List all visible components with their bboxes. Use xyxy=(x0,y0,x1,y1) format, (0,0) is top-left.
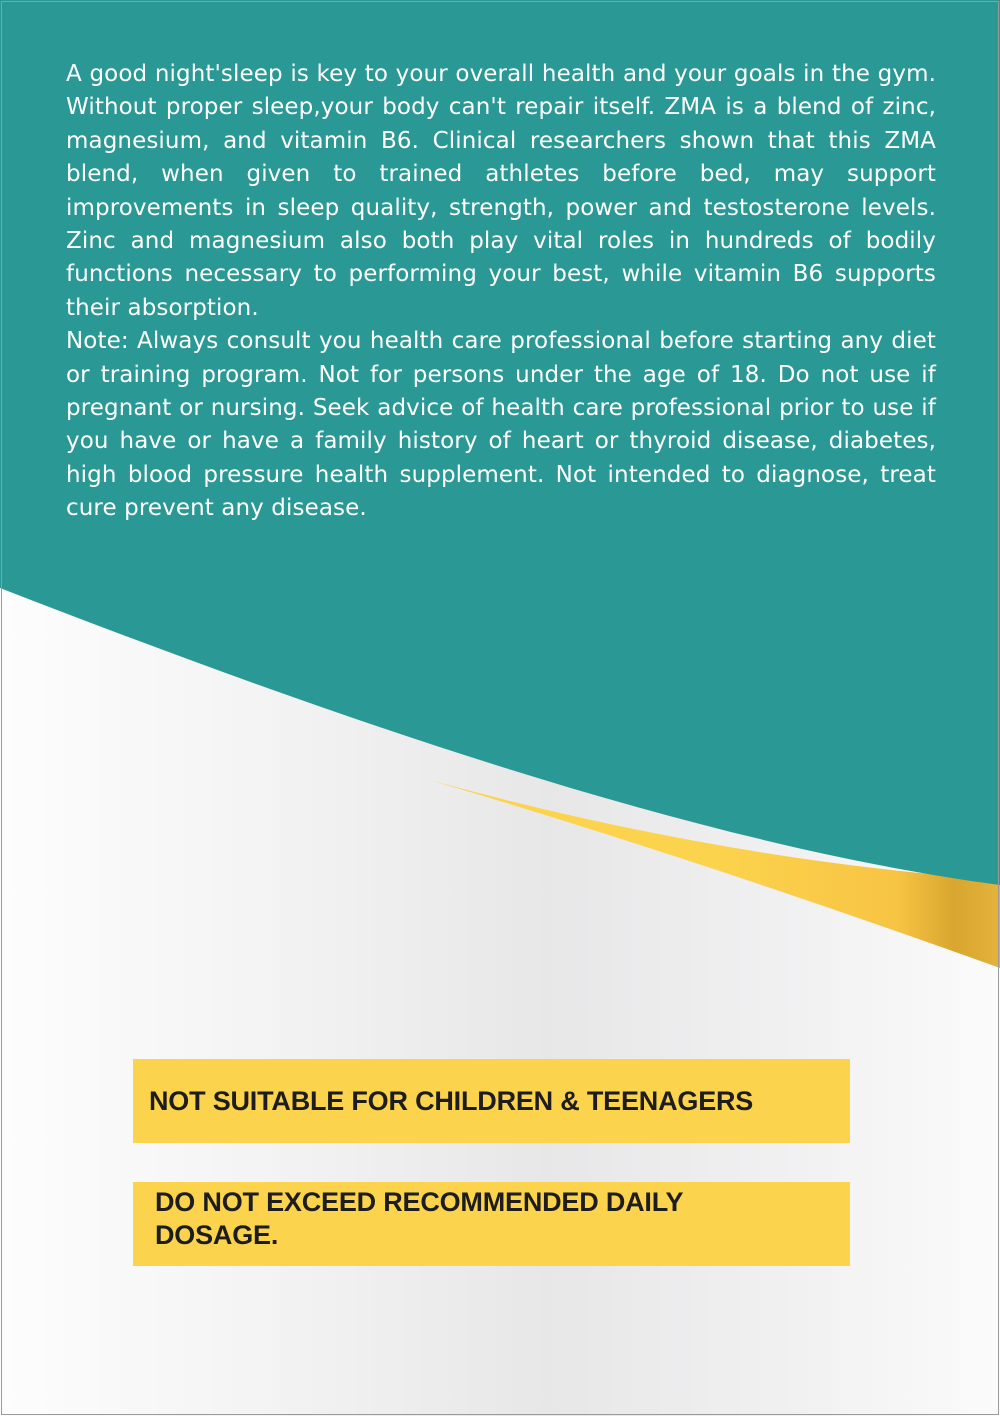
description-paragraph: A good night'sleep is key to your overall health and your goals in the gym. Without proper sleep,your body can't repair itself. ZMA is a blend of zinc, magnesium, and vitamin B6. Clinical researchers shown that this ZMA blend, when given to trained athletes before bed, may support improvements in sleep quality, strength, power and testosterone levels. Zinc and magnesium also both play vital roles in hundreds of bodily functions necessary to performing your best, while vitamin B6 supports their absorption. xyxy=(66,61,936,321)
warning-box-dosage xyxy=(133,1182,850,1266)
warning-box-children xyxy=(133,1059,850,1143)
warning-children-text: NOT SUITABLE FOR CHILDREN & TEENAGERS xyxy=(149,1086,754,1116)
health-note: Note: Always consult you health care professional before starting any diet or training program. Not for persons under the age of 18. Do not use if pregnant or nursing. Seek advice of health care professional prior to use if you have or have a family history of heart or thyroid disease, diabetes, high blood pressure health supplement. Not intended to diagnose, treat cure prevent any disease. xyxy=(66,328,936,522)
description-text xyxy=(66,58,936,526)
warning-dosage-text: DO NOT EXCEED RECOMMENDED DAILY DOSAGE. xyxy=(155,1187,683,1250)
